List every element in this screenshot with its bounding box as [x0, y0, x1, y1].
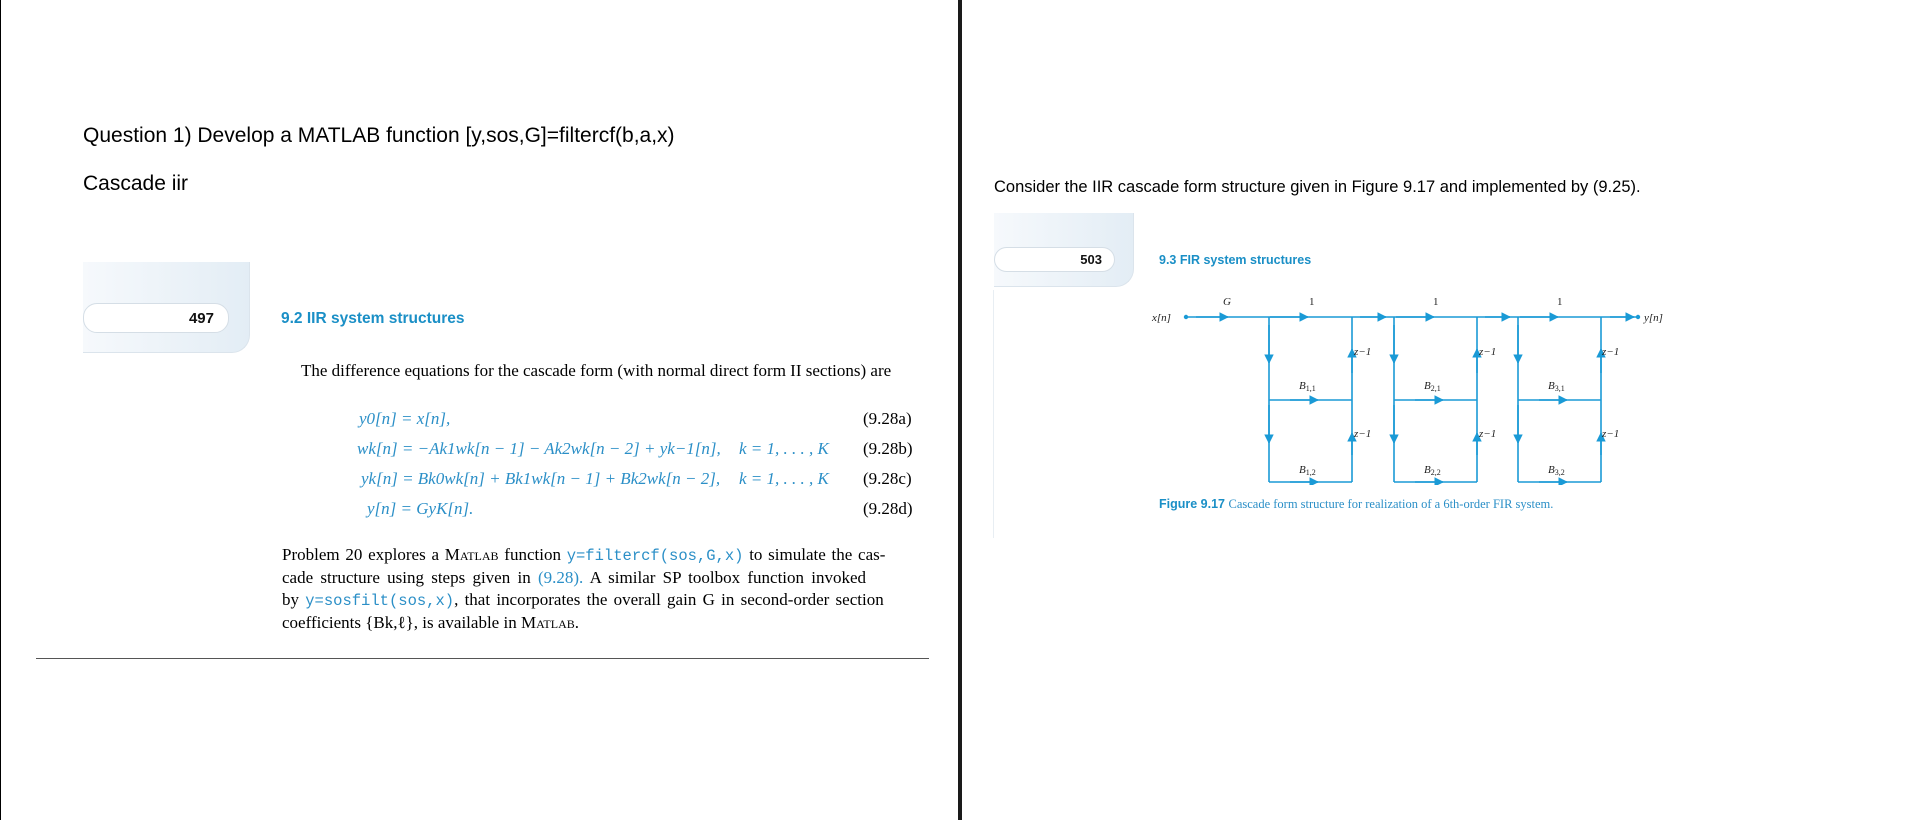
- stage-gain-label: 1: [1433, 296, 1439, 308]
- equation-lhs: wk[n]: [357, 439, 398, 458]
- equation-rhs: = Bk0wk[n] + Bk1wk[n − 1] + Bk2wk[n − 2],: [402, 469, 721, 488]
- equation-rhs: = x[n],: [401, 409, 451, 428]
- question-subtitle: Cascade iir: [83, 172, 189, 195]
- figure-caption-text: Cascade form structure for realization of a 6th-order FIR system.: [1228, 497, 1554, 511]
- equation-number: (9.28b): [863, 439, 913, 458]
- delay-label: z−1: [1479, 346, 1497, 358]
- equation-lhs: y[n]: [367, 499, 397, 518]
- equation-number: (9.28a): [863, 409, 912, 428]
- question-title: Question 1) Develop a MATLAB function [y,sos,G]=filtercf(b,a,x): [83, 124, 675, 147]
- coef-label: B2,2: [1424, 464, 1441, 477]
- coef-label: B3,1: [1548, 380, 1565, 393]
- output-node: [1636, 315, 1640, 319]
- coef-label: B1,1: [1299, 380, 1316, 393]
- margin-line: [993, 290, 994, 538]
- delay-label: z−1: [1602, 346, 1620, 358]
- equation-rhs: = GyK[n].: [400, 499, 474, 518]
- intro-text: The difference equations for the cascade form (with normal direct form II sections) are: [301, 361, 892, 380]
- equation-lhs: yk[n]: [361, 469, 398, 488]
- coef-label: B1,2: [1299, 464, 1316, 477]
- horizontal-rule: [36, 658, 929, 659]
- delay-label: z−1: [1602, 428, 1620, 440]
- delay-label: z−1: [1354, 346, 1372, 358]
- code-sosfilt: y=sosfilt(sos,x): [305, 592, 455, 610]
- body-paragraph: Problem 20 explores a Matlab function y=filtercf(sos,G,x) to simulate the cas- cade structure using steps given in (9.28). A similar SP toolbox function invoked by y=sosfilt(sos,x), that incorporates the overall gain G in second-order section coefficients {Bk,ℓ}, is available in Matlab.: [282, 545, 886, 632]
- equation-condition: k = 1, . . . , K: [739, 439, 829, 458]
- input-node: [1184, 315, 1188, 319]
- equation-rhs: = −Ak1wk[n − 1] − Ak2wk[n − 2] + yk−1[n],: [401, 439, 721, 458]
- equation-number: (9.28d): [863, 499, 913, 518]
- equation-number: (9.28c): [863, 469, 912, 488]
- right-intro-text: Consider the IIR cascade form structure given in Figure 9.17 and implemented by (9.25).: [994, 178, 1641, 196]
- delay-label: z−1: [1479, 428, 1497, 440]
- equation-reference-link[interactable]: (9.28).: [537, 568, 584, 587]
- stage-gain-label: 1: [1557, 296, 1563, 308]
- stage-gain-label: 1: [1309, 296, 1315, 308]
- delay-label: z−1: [1354, 428, 1372, 440]
- page-number-badge-right: 503: [994, 247, 1115, 272]
- equation-condition: k = 1, . . . , K: [739, 469, 829, 488]
- section-title: 9.2 IIR system structures: [281, 310, 465, 327]
- page-number-badge: 497: [83, 303, 229, 333]
- coef-label: B3,2: [1548, 464, 1565, 477]
- figure-caption: [1159, 497, 1553, 512]
- section-title-right: 9.3 FIR system structures: [1159, 253, 1312, 267]
- output-label: y[n]: [1644, 312, 1663, 324]
- input-label: x[n]: [1152, 312, 1171, 324]
- equation-lhs: y0[n]: [359, 409, 397, 428]
- coef-label: B2,1: [1424, 380, 1441, 393]
- code-filtercf: y=filtercf(sos,G,x): [566, 547, 744, 565]
- figure-label: Figure 9.17: [1159, 497, 1225, 511]
- left-page: [0, 0, 958, 820]
- cascade-fir-diagram: [1150, 285, 1670, 485]
- gain-label: G: [1223, 296, 1231, 308]
